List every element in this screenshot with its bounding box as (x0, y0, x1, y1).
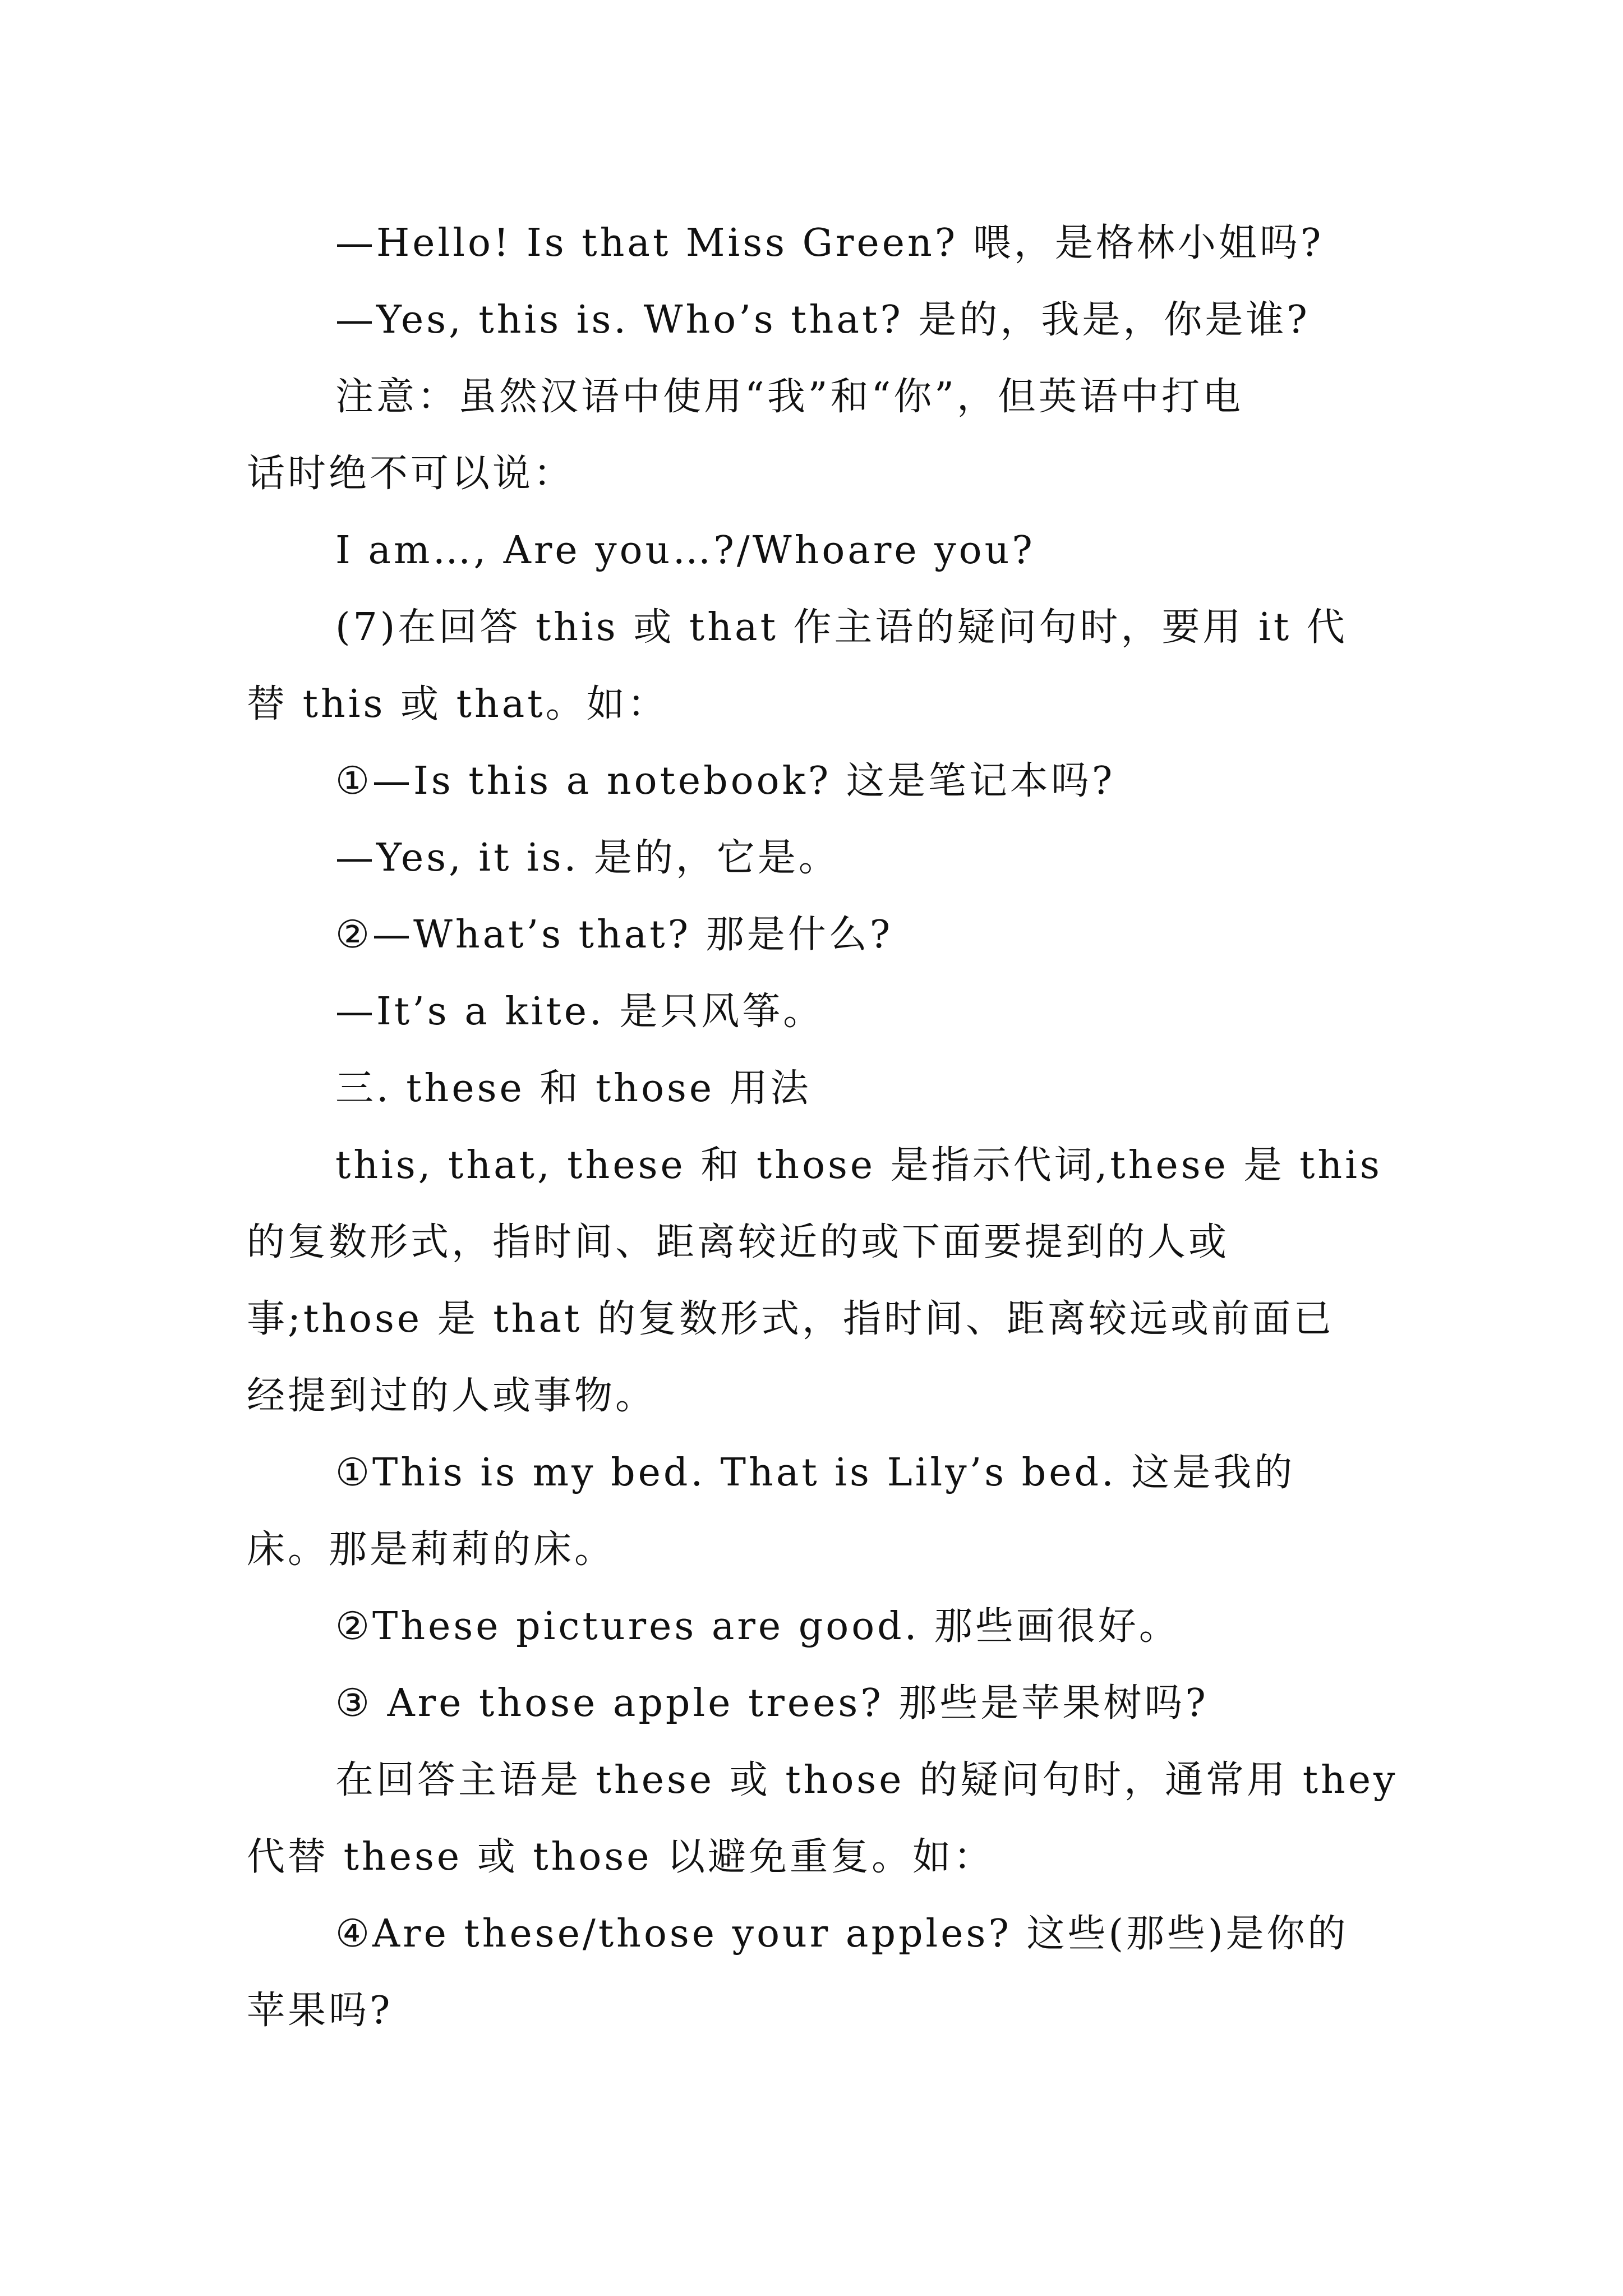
text-line-16: 经提到过的人或事物。 (247, 1374, 657, 1418)
text-line-13: this, that, these 和 those 是指示代词,these 是 this (335, 1143, 1382, 1188)
text-line-3: 注意：虽然汉语中使用“我”和“你”，但英语中打电 (335, 375, 1244, 419)
text-line-17: ①This is my bed. That is Lily’s bed. 这是我的 (335, 1451, 1295, 1495)
text-line-5: I am…, Are you…?/Whoare you? (335, 528, 1035, 573)
text-line-6: (7)在回答 this 或 that 作主语的疑问句时，要用 it 代 (335, 605, 1348, 650)
text-line-14: 的复数形式，指时间、距离较近的或下面要提到的人或 (247, 1220, 1230, 1264)
text-line-21: 在回答主语是 these 或 those 的疑问句时，通常用 they (335, 1758, 1398, 1802)
text-line-18: 床。那是莉莉的床。 (247, 1527, 616, 1572)
text-line-22: 代替 these 或 those 以避免重复。如： (247, 1835, 995, 1879)
text-line-15: 事;those 是 that 的复数形式，指时间、距离较远或前面已 (247, 1297, 1334, 1341)
text-line-9: —Yes, it is. 是的，它是。 (335, 836, 840, 880)
text-line-4: 话时绝不可以说： (247, 452, 575, 496)
text-line-19: ②These pictures are good. 那些画很好。 (335, 1604, 1180, 1649)
section-heading: 三. these 和 those 用法 (335, 1066, 811, 1111)
text-line-1: —Hello! Is that Miss Green? 喂，是格林小姐吗? (335, 221, 1324, 265)
text-line-20: ③ Are those apple trees? 那些是苹果树吗? (335, 1681, 1209, 1726)
text-line-8: ①—Is this a notebook? 这是笔记本吗? (335, 759, 1115, 803)
document-body (247, 205, 1398, 2049)
text-line-11: —It’s a kite. 是只风筝。 (335, 990, 824, 1034)
text-line-24: 苹果吗? (247, 1989, 393, 2033)
text-line-7: 替 this 或 that。如： (247, 682, 668, 726)
text-line-23: ④Are these/those your apples? 这些(那些)是你的 (335, 1912, 1349, 1956)
text-line-10: ②—What’s that? 那是什么? (335, 913, 893, 957)
text-line-2: —Yes, this is. Who’s that? 是的，我是，你是谁? (335, 298, 1310, 342)
